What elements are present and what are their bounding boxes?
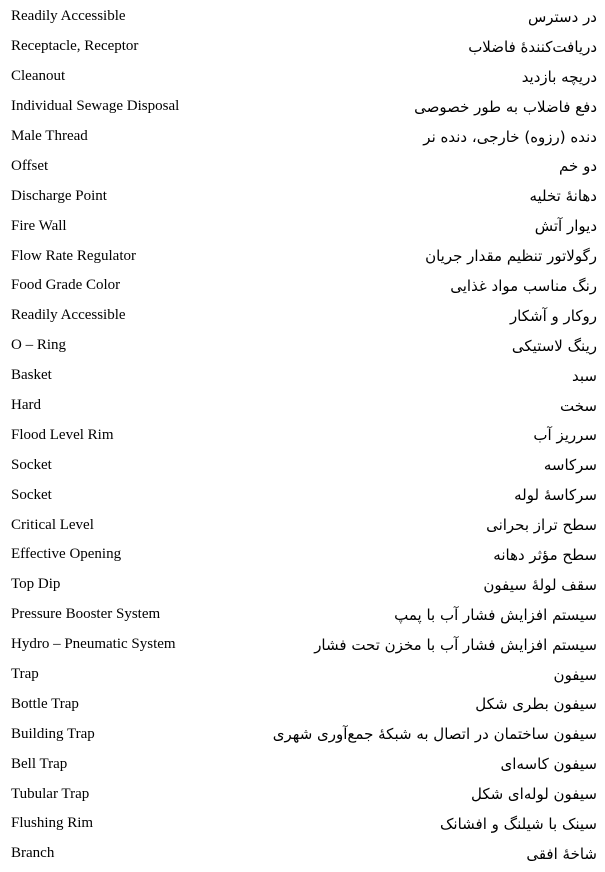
glossary-row <box>0 241 605 271</box>
persian-term: سرریز آب <box>533 426 597 445</box>
persian-term: سیستم افزایش فشار آب با مخزن تحت فشار <box>314 635 597 654</box>
persian-term: سیفون بطری شکل <box>475 695 597 714</box>
glossary-row <box>0 181 605 211</box>
persian-term: دهانهٔ تخلیه <box>529 187 597 206</box>
english-term: Socket <box>11 456 52 473</box>
english-term: Effective Opening <box>11 546 122 563</box>
english-term: Fire Wall <box>11 217 67 234</box>
english-term: Offset <box>11 157 49 174</box>
glossary-row <box>0 809 605 839</box>
glossary-row <box>0 660 605 690</box>
english-term: Hydro – Pneumatic System <box>11 636 176 653</box>
persian-term: سیفون ساختمان در اتصال به شبکهٔ جمع‌آوری شهری <box>272 725 597 744</box>
english-term: Discharge Point <box>11 187 107 204</box>
english-term: Top Dip <box>11 576 61 593</box>
glossary-row <box>0 361 605 391</box>
glossary-row <box>0 92 605 122</box>
english-term: Male Thread <box>11 128 88 144</box>
english-term: Readily Accessible <box>11 8 126 25</box>
persian-term: سیستم افزایش فشار آب با پمپ <box>394 605 597 624</box>
persian-term: رگولاتور تنظیم مقدار جریان <box>425 247 597 266</box>
persian-term: در دسترس <box>527 7 597 26</box>
glossary-row <box>0 151 605 181</box>
glossary-row <box>0 570 605 600</box>
english-term: Food Grade Color <box>11 277 121 294</box>
glossary-row <box>0 271 605 301</box>
english-term: Critical Level <box>11 516 94 533</box>
glossary-row <box>0 510 605 540</box>
english-term: Pressure Booster System <box>11 606 161 623</box>
persian-term: سیفون کاسه‌ای <box>500 755 597 774</box>
glossary-row <box>0 630 605 660</box>
glossary-row <box>0 62 605 92</box>
glossary-row <box>0 32 605 62</box>
persian-term: دنده (رزوه) خارجی، دنده نر <box>423 127 597 146</box>
english-term: Flushing Rim <box>11 815 94 832</box>
english-term: Bottle Trap <box>11 695 79 712</box>
english-term: O – Ring <box>11 337 67 354</box>
english-term: Socket <box>11 486 52 503</box>
persian-term: سطح مؤثر دهانه <box>493 545 597 564</box>
persian-term: سیفون <box>553 665 597 684</box>
glossary-row <box>0 391 605 421</box>
glossary-row <box>0 779 605 809</box>
english-term: Receptacle, Receptor <box>11 38 139 55</box>
english-term: Building Trap <box>11 725 95 742</box>
english-term: Hard <box>11 397 41 414</box>
glossary-row <box>0 839 605 869</box>
persian-term: سرکاسه <box>543 456 597 475</box>
english-term: Trap <box>11 666 39 683</box>
persian-term: سیفون لوله‌ای شکل <box>470 785 597 804</box>
glossary-row <box>0 719 605 749</box>
persian-term: رینگ لاستیکی <box>511 336 597 355</box>
persian-term: دیوار آتش <box>534 217 597 236</box>
glossary-row <box>0 211 605 241</box>
english-term: Readily Accessible <box>11 307 126 324</box>
persian-term: شاخهٔ افقی <box>526 844 597 863</box>
persian-term: سطح تراز بحرانی <box>486 516 597 535</box>
glossary-row <box>0 480 605 510</box>
persian-term: دریافت‌کنندهٔ فاضلاب <box>468 37 597 56</box>
english-term: Tubular Trap <box>11 785 90 802</box>
glossary-row <box>0 689 605 719</box>
english-term: Flood Level Rim <box>11 426 114 443</box>
english-term: Branch <box>11 845 55 862</box>
english-term: Individual Sewage Disposal <box>11 98 180 115</box>
english-term: Cleanout <box>11 68 66 85</box>
english-term: Basket <box>11 367 52 384</box>
persian-term: سبد <box>572 366 597 385</box>
glossary-row <box>0 122 605 152</box>
persian-term: سقف لولهٔ سیفون <box>483 575 597 594</box>
glossary-row <box>0 2 605 32</box>
glossary-row <box>0 331 605 361</box>
english-term: Flow Rate Regulator <box>11 247 136 264</box>
glossary-row <box>0 450 605 480</box>
persian-term: دو خم <box>559 157 597 176</box>
glossary-row <box>0 420 605 450</box>
persian-term: دفع فاضلاب به طور خصوصی <box>414 97 597 116</box>
glossary-row <box>0 301 605 331</box>
persian-term: روکار و آشکار <box>509 306 597 325</box>
glossary-row <box>0 749 605 779</box>
persian-term: رنگ مناسب مواد غذایی <box>450 276 597 295</box>
glossary-row <box>0 600 605 630</box>
glossary-row <box>0 540 605 570</box>
persian-term: دریچه بازدید <box>521 67 597 86</box>
english-term: Bell Trap <box>11 755 68 772</box>
persian-term: سرکاسهٔ لوله <box>514 486 597 505</box>
persian-term: سخت <box>560 396 597 415</box>
persian-term: سینک با شیلنگ و افشانک <box>439 814 597 833</box>
